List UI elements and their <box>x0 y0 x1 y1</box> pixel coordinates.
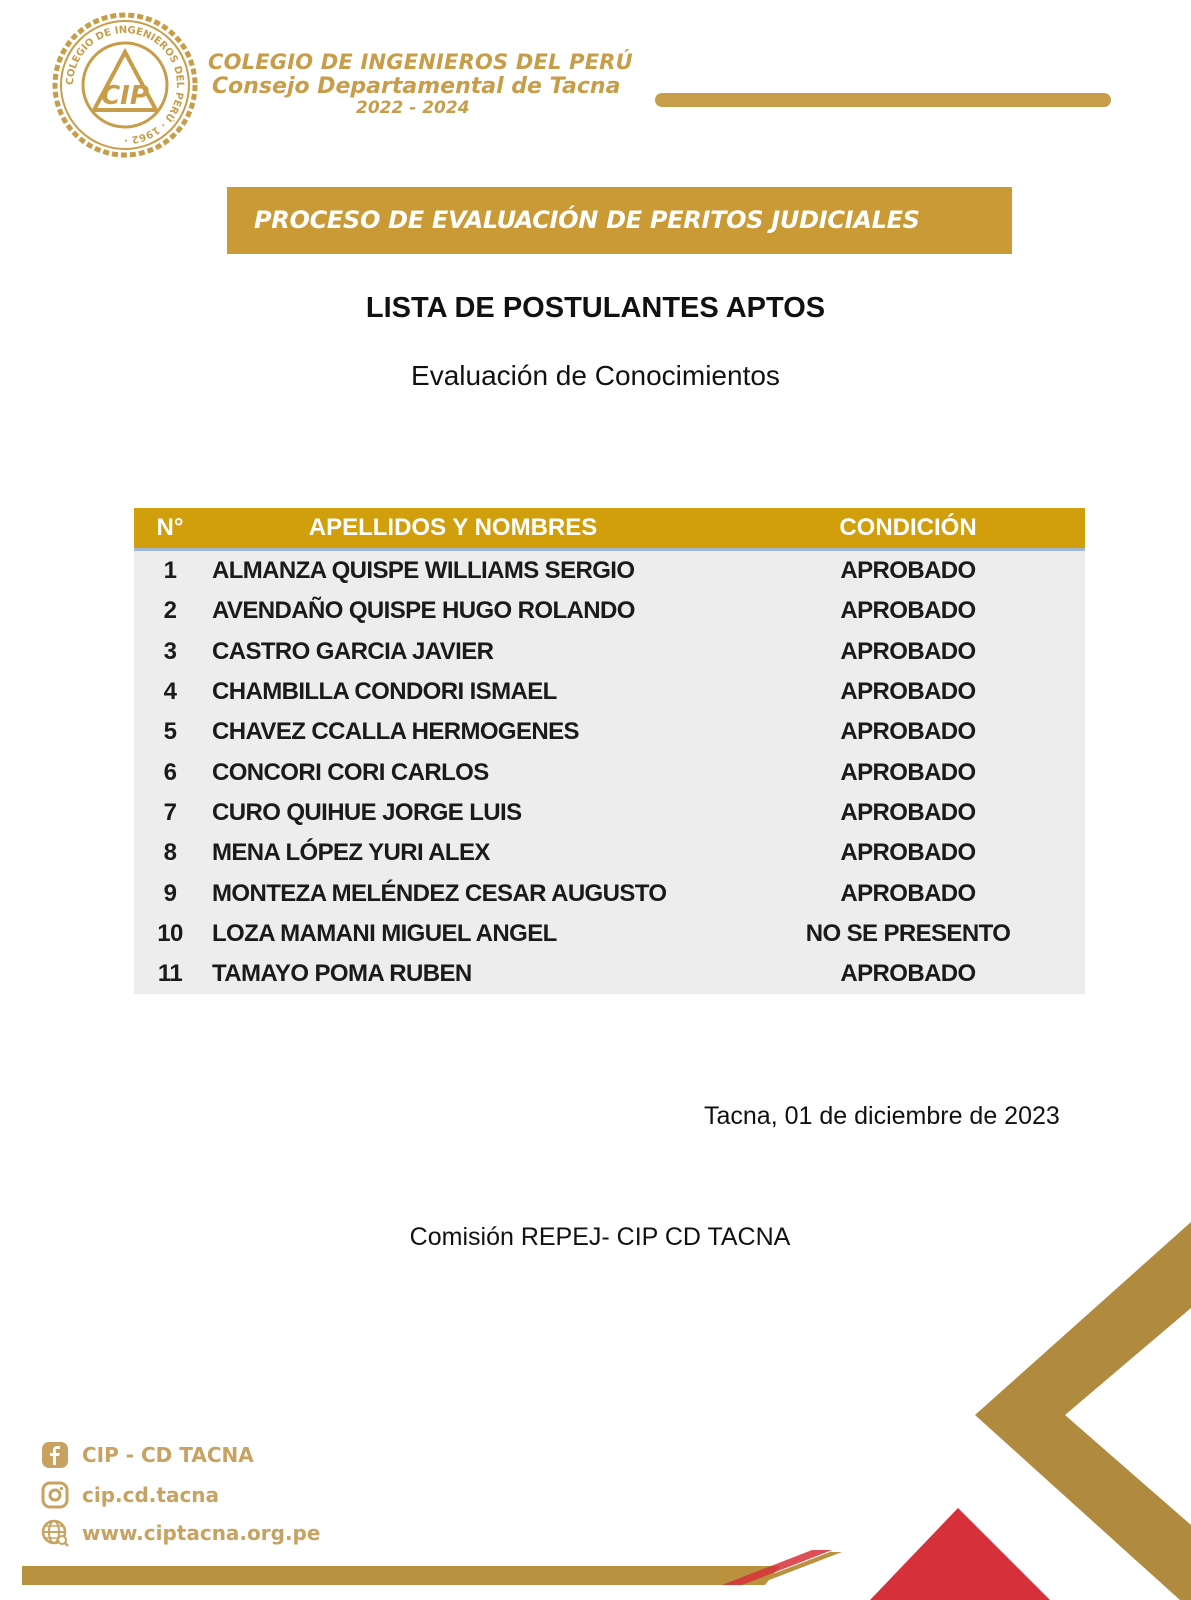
row-num: 3 <box>163 637 177 665</box>
website-link[interactable] <box>40 1518 320 1548</box>
seal-text: COLEGIO DE INGENIEROS DEL PERÚ · 1962 · <box>64 24 186 146</box>
commission-signature: Comisión REPEJ- CIP CD TACNA <box>409 1223 791 1251</box>
row-num: 9 <box>163 879 177 907</box>
table-header <box>134 508 1085 551</box>
row-condition: APROBADO <box>840 557 976 585</box>
header-name: APELLIDOS Y NOMBRES <box>308 514 598 541</box>
applicants-table <box>134 508 1085 994</box>
organization-name <box>208 52 633 117</box>
instagram-icon <box>40 1480 70 1510</box>
row-name: CASTRO GARCIA JAVIER <box>212 637 494 665</box>
table-row <box>134 591 1085 631</box>
row-name: CHAVEZ CCALLA HERMOGENES <box>212 718 579 746</box>
row-num: 11 <box>157 960 183 988</box>
table-row <box>134 712 1085 752</box>
row-num: 4 <box>163 678 177 706</box>
row-name: CHAMBILLA CONDORI ISMAEL <box>212 678 557 706</box>
table-row <box>134 672 1085 712</box>
row-condition: APROBADO <box>840 718 976 746</box>
org-line-1: COLEGIO DE INGENIEROS DEL PERÚ <box>208 50 633 74</box>
row-name: MENA LÓPEZ YURI ALEX <box>212 839 490 867</box>
website-url: www.ciptacna.org.pe <box>82 1521 321 1545</box>
row-condition: APROBADO <box>840 678 976 706</box>
row-name: TAMAYO POMA RUBEN <box>212 960 472 988</box>
row-num: 6 <box>163 758 177 786</box>
facebook-link[interactable] <box>40 1440 254 1470</box>
row-num: 2 <box>163 597 177 625</box>
seal-logo <box>52 12 198 158</box>
row-condition: APROBADO <box>840 960 976 988</box>
table-row <box>134 873 1085 913</box>
table-row <box>134 793 1085 833</box>
globe-icon <box>40 1518 70 1548</box>
row-num: 10 <box>157 919 183 947</box>
row-name: CURO QUIHUE JORGE LUIS <box>212 798 522 826</box>
table-row <box>134 752 1085 792</box>
facebook-handle: CIP - CD TACNA <box>82 1443 254 1467</box>
row-condition: APROBADO <box>840 597 976 625</box>
table-row <box>134 833 1085 873</box>
process-banner: PROCESO DE EVALUACIÓN DE PERITOS JUDICIALES <box>227 187 1012 254</box>
row-condition: NO SE PRESENTO <box>805 919 1011 947</box>
row-name: ALMANZA QUISPE WILLIAMS SERGIO <box>212 557 635 585</box>
row-num: 7 <box>163 798 177 826</box>
instagram-link[interactable] <box>40 1480 219 1510</box>
row-condition: APROBADO <box>840 637 976 665</box>
row-num: 5 <box>163 718 177 746</box>
row-num: 8 <box>163 839 177 867</box>
header-num: N° <box>156 514 184 541</box>
org-line-2: Consejo Departamental de Tacna <box>212 74 621 99</box>
row-condition: APROBADO <box>840 798 976 826</box>
row-name: MONTEZA MELÉNDEZ CESAR AUGUSTO <box>212 879 667 907</box>
org-period: 2022 - 2024 <box>356 98 470 118</box>
row-name: CONCORI CORI CARLOS <box>212 758 489 786</box>
table-row <box>134 954 1085 994</box>
row-condition: APROBADO <box>840 758 976 786</box>
table-body <box>134 551 1085 994</box>
document-title: LISTA DE POSTULANTES APTOS <box>365 292 826 324</box>
row-name: LOZA MAMANI MIGUEL ANGEL <box>212 919 557 947</box>
row-num: 1 <box>163 557 177 585</box>
header-rule <box>655 93 1111 107</box>
row-condition: APROBADO <box>840 879 976 907</box>
facebook-icon <box>40 1440 70 1470</box>
place-date: Tacna, 01 de diciembre de 2023 <box>704 1102 1060 1130</box>
table-row <box>134 914 1085 954</box>
instagram-handle: cip.cd.tacna <box>82 1483 220 1507</box>
svg-text:CIP: CIP <box>101 81 149 111</box>
document-subtitle: Evaluación de Conocimientos <box>411 360 780 391</box>
header-condition: CONDICIÓN <box>839 514 977 541</box>
row-name: AVENDAÑO QUISPE HUGO ROLANDO <box>212 597 635 625</box>
table-row <box>134 632 1085 672</box>
table-row <box>134 551 1085 591</box>
row-condition: APROBADO <box>840 839 976 867</box>
